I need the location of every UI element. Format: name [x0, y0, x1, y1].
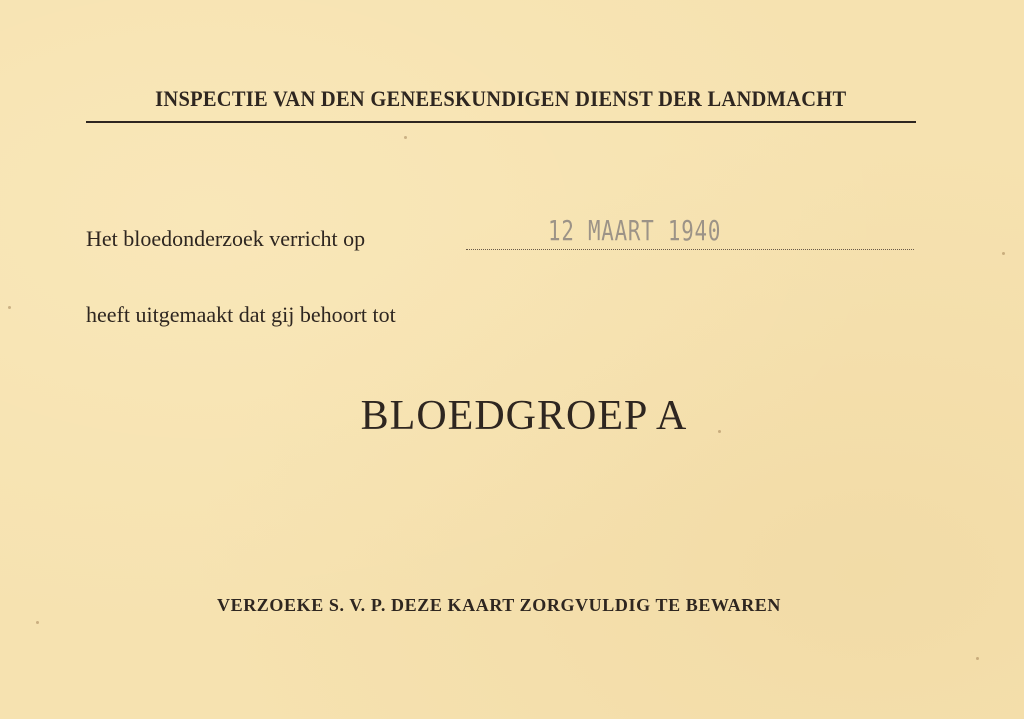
- header-underline: [86, 121, 916, 123]
- date-fill-line: [466, 249, 914, 250]
- date-stamp: 12 MAART 1940: [548, 216, 722, 248]
- paper-speck: [404, 136, 407, 139]
- examination-date-label: Het bloedonderzoek verricht op: [86, 226, 366, 251]
- paper-speck: [36, 621, 39, 624]
- paper-speck: [1002, 252, 1005, 255]
- issuing-authority-header: INSPECTIE VAN DEN GENEESKUNDIGEN DIENST DER LANDMACHT: [155, 86, 847, 111]
- result-statement: heeft uitgemaakt dat gij behoort tot: [86, 302, 396, 327]
- paper-speck: [976, 657, 979, 660]
- keep-card-notice: VERZOEKE S. V. P. DEZE KAART ZORGVULDIG TE BEWAREN: [216, 595, 781, 615]
- paper-speck: [8, 306, 11, 309]
- blood-group-value: BLOEDGROEP A: [360, 393, 688, 439]
